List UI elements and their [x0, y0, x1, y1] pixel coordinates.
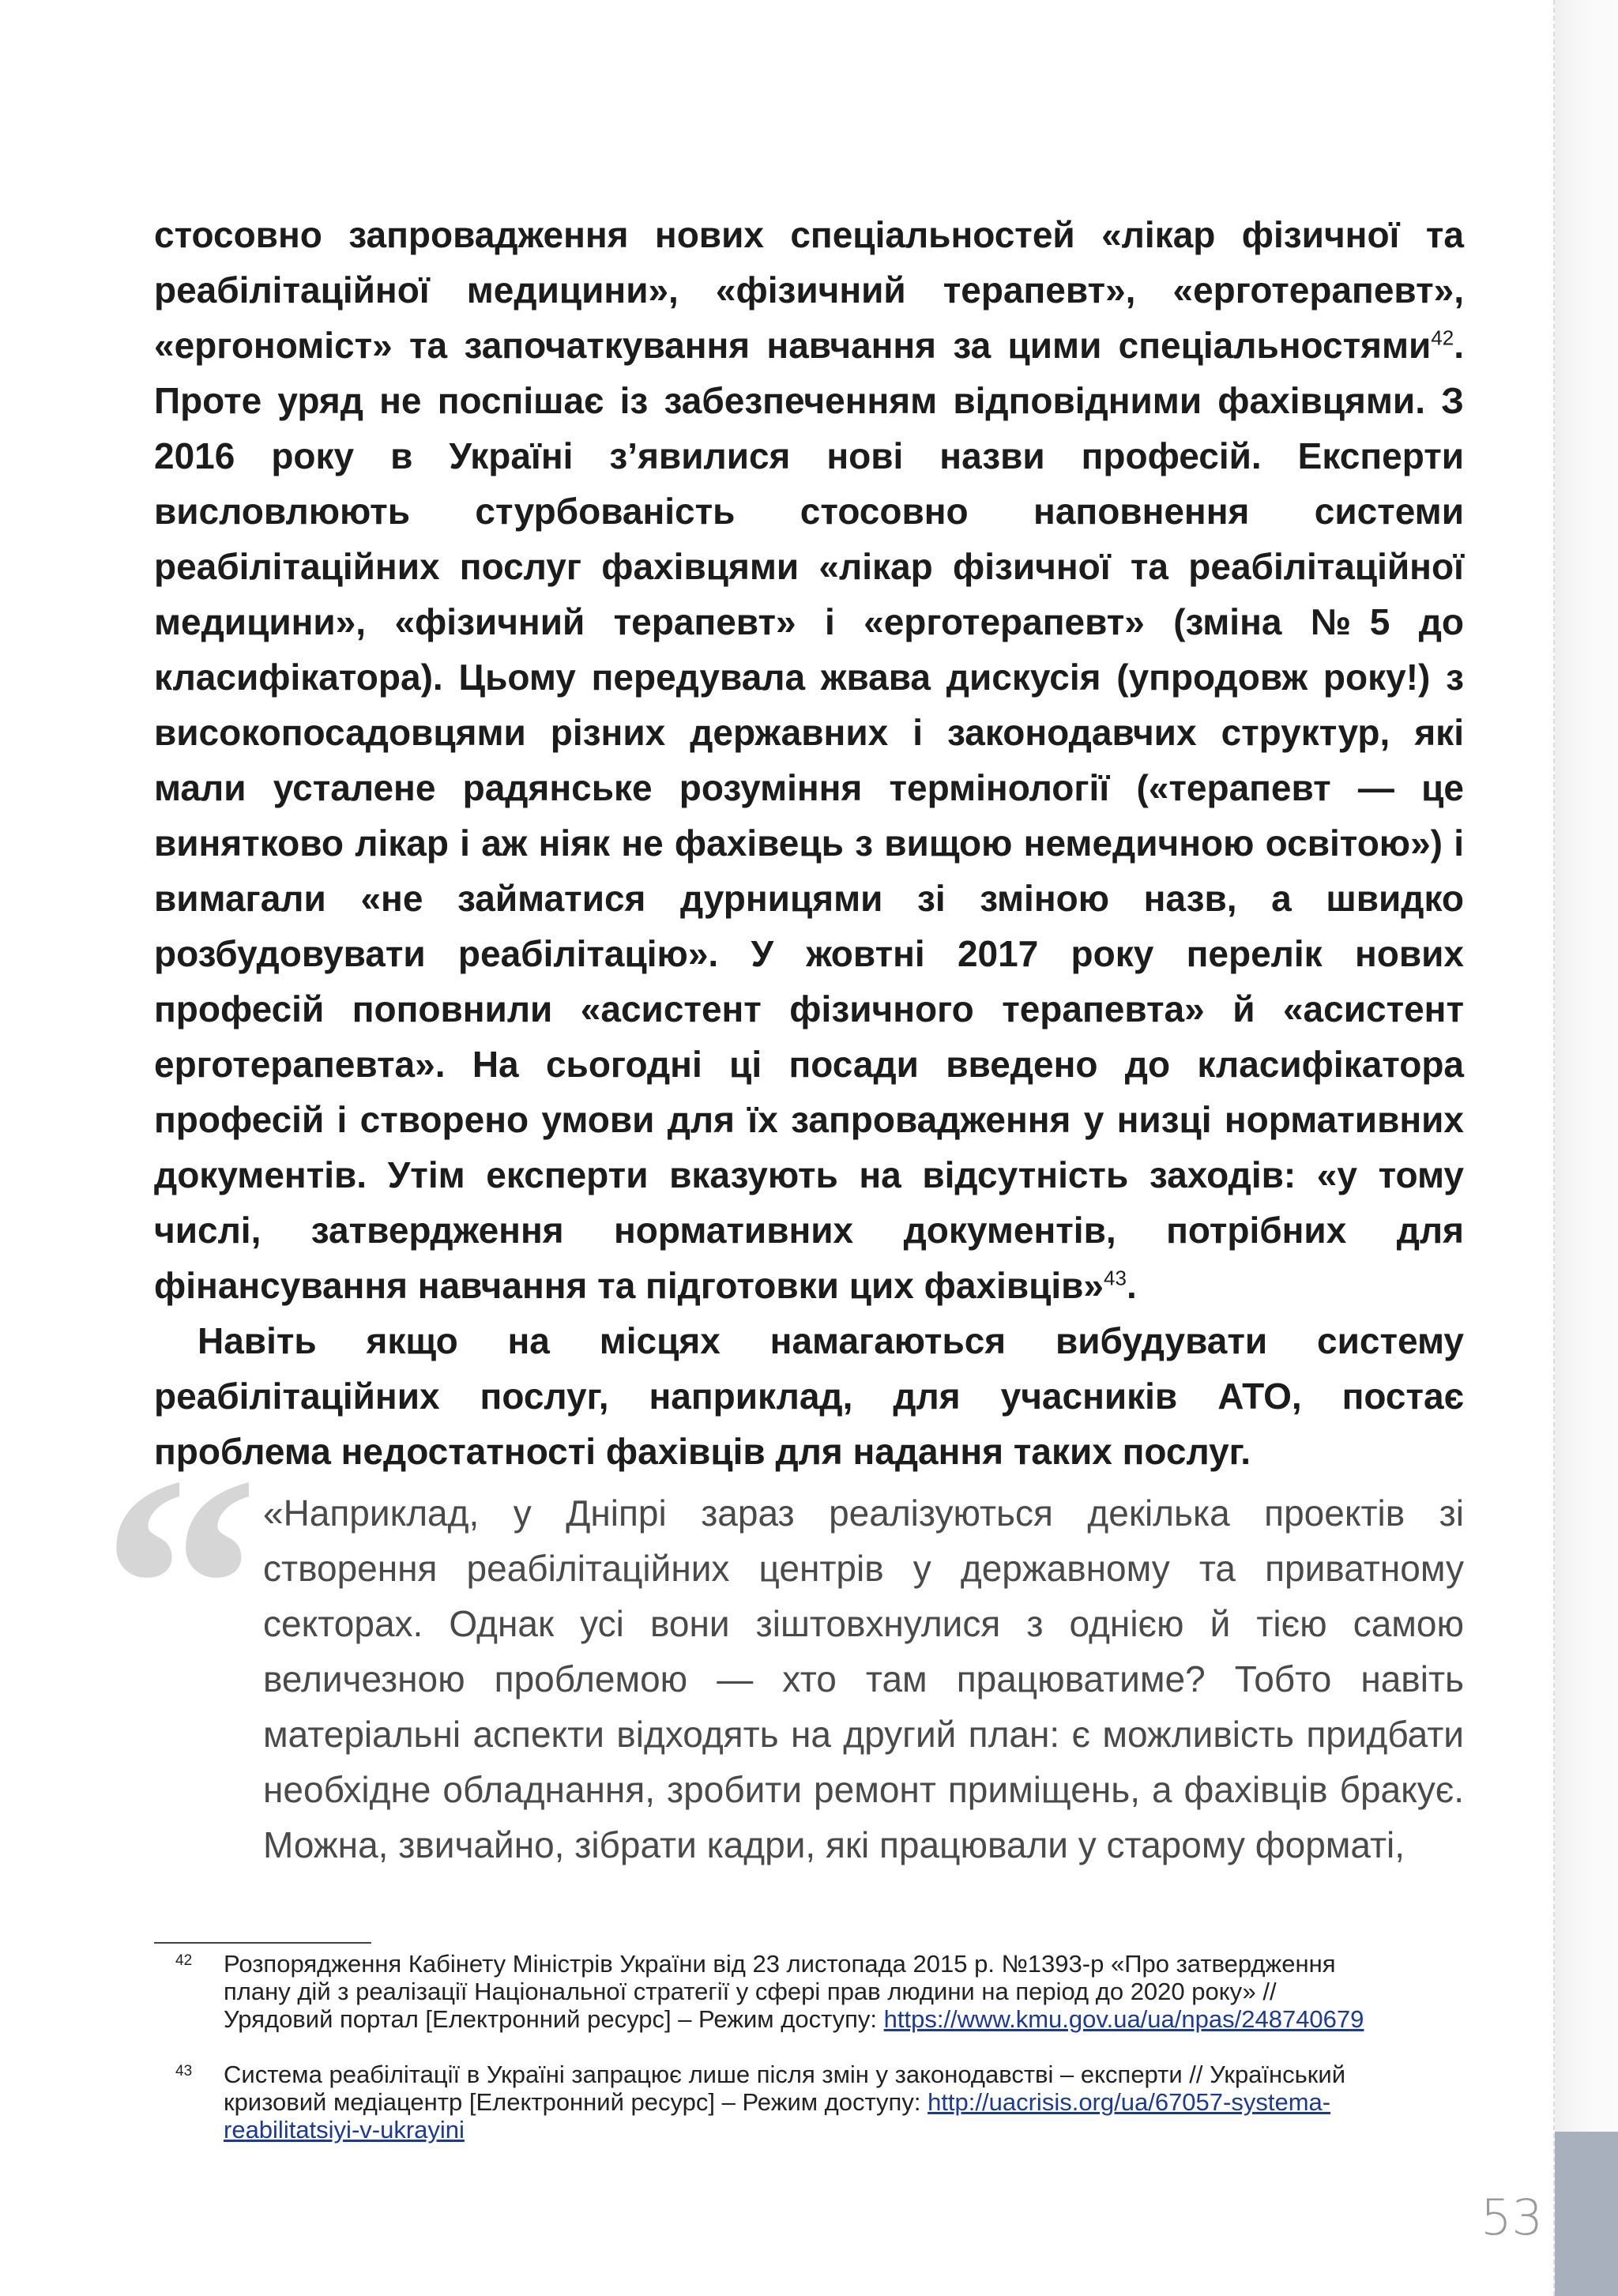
- page-number: 53: [1481, 2189, 1543, 2246]
- footnote-link[interactable]: http://uacrisis.org/ua/67057-systema-reabilitatsiyi-v-ukrayini: [224, 2088, 1331, 2144]
- footnote-link[interactable]: https://www.kmu.gov.ua/ua/npas/248740679: [883, 2005, 1364, 2033]
- footnote-text: Система реабілітації в Україні запрацює лише після змін у законодавстві – експерти // Український кризовий медіацентр [Електронний ресурс] – Режим доступу: http://uacrisis.org/ua/67057-systema-reabilitatsiyi-v-ukrayini: [224, 2061, 1346, 2144]
- footnote-number: 42: [175, 1952, 193, 1969]
- page-edge-strip: [1553, 0, 1618, 2296]
- footnote-text: Розпорядження Кабінету Міністрів України від 23 листопада 2015 р. №1393-р «Про затвердження плану дій з реалізації Національної стратегії у сфері прав людини на період до 2020 року» // Урядовий портал [Електронний ресурс] – Режим доступу: https://www.kmu.gov.ua/ua/npas/248740679: [224, 1950, 1364, 2033]
- footnote-number: 43: [175, 2063, 193, 2080]
- quote-mark-icon: “: [101, 1411, 259, 1761]
- paragraph-1: стосовно запровадження нових спеціальностей «лікар фізичної та реабілітаційної медицини», «фізичний терапевт», «ерготерапевт», «ергономіст» та започаткування навчання за цими спеціальностями$^{42}$. Проте уряд не поспішає із забезпеченням відповідними фахівцями. З 2016 року в Україні з’явилися нові назви професій. Експерти висловлюють стурбованість стосовно наповнення системи реабілітаційних послуг фахівцями «лікар фізичної та реабілітаційної медицини», «фізичний терапевт» і «ерготерапевт» (зміна №5 до класифікатора). Цьому передувала жвава дискусія (упродовж року!) з високопосадовцями різних державних і законодавчих структур, які мали усталене радянське розуміння термінології («терапевт — це винятково лікар і аж ніяк не фахівець з вищою немедичною освітою») і вимагали «не займатися дурницями зі зміною назв, а швидко розбудовувати реабілітацію». У жовтні 2017 року перелік нових професій поповнили «асистент фізичного терапевта» й «асистент ерготерапевта». На сьогодні ці посади введено до класифікатора професій і створено умови для їх запровадження у низці нормативних документів. Утім експерти вказують на відсутність заходів: «у тому числі, затвердження нормативних документів, потрібних для фінансування навчання та підготовки цих фахівців»$^{43}$.: [154, 214, 1464, 1306]
- footnote-42: [154, 1950, 1387, 2033]
- footnote-43: [154, 2061, 1387, 2144]
- paragraph-2: Навіть якщо на місцях намагаються вибудувати систему реабілітаційних послуг, наприклад, для учасників АТО, постає проблема недостатності фахівців для надання таких послуг.: [154, 1320, 1464, 1472]
- footnote-divider: [154, 1942, 371, 1944]
- body-text: [154, 207, 1464, 1479]
- blockquote: «Наприклад, у Дніпрі зараз реалізуються декілька проектів зі створення реабілітаційних центрів у державному та приватному секторах. Однак усі вони зіштовхнулися з однією й тією самою величезною проблемою — хто там працюватиме? Тобто навіть матеріальні аспекти відходять на другий план: є можливість придбати необхідне обладнання, зробити ремонт приміщень, а фахівців бракує. Можна, звичайно, зібрати кадри, які працювали у старому форматі,: [263, 1492, 1464, 1865]
- footnote-ref-42[interactable]: 42: [1431, 326, 1454, 350]
- footnote-ref-43[interactable]: 43: [1104, 1266, 1127, 1290]
- section-tab-marker: [1555, 2132, 1618, 2296]
